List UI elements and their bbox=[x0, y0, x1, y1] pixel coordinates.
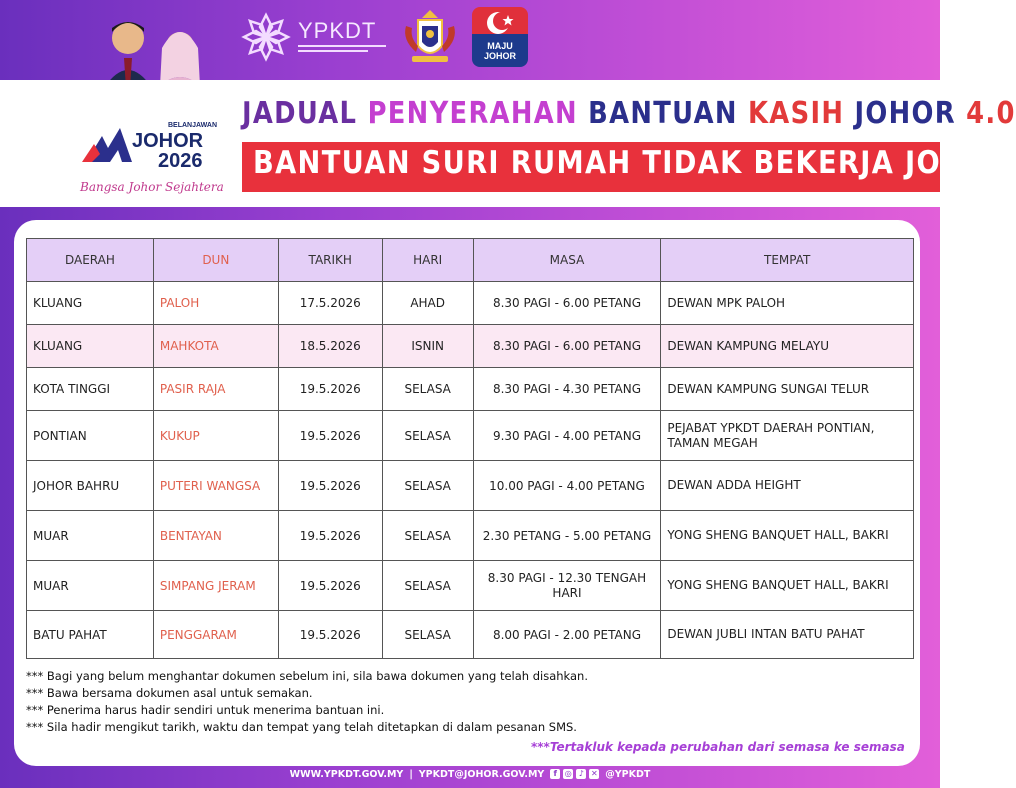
campaign-logo-tagline: Bangsa Johor Sejahtera bbox=[80, 180, 224, 194]
cell-daerah: PONTIAN bbox=[27, 411, 154, 461]
cell-tempat: DEWAN KAMPUNG MELAYU bbox=[661, 325, 914, 368]
cell-dun: PUTERI WANGSA bbox=[153, 461, 278, 511]
title-word-version: 4.0 bbox=[966, 96, 1016, 131]
table-row bbox=[27, 611, 914, 659]
table-row bbox=[27, 368, 914, 411]
x-icon[interactable]: ✕ bbox=[590, 769, 598, 778]
tiktok-icon[interactable]: ♪ bbox=[576, 769, 586, 779]
footer-website-link[interactable]: WWW.YPKDT.GOV.MY bbox=[289, 768, 404, 780]
cell-hari: SELASA bbox=[382, 561, 473, 611]
cell-dun: MAHKOTA bbox=[153, 325, 278, 368]
cell-tempat: DEWAN KAMPUNG SUNGAI TELUR bbox=[661, 368, 914, 411]
note-item: *** Sila hadir mengikut tarikh, waktu dan tempat yang telah ditetapkan di dalam pesanan SMS. bbox=[26, 720, 577, 734]
cell-tarikh: 19.5.2026 bbox=[278, 461, 382, 511]
cell-tempat: YONG SHENG BANQUET HALL, BAKRI bbox=[661, 511, 914, 561]
cell-hari: SELASA bbox=[382, 411, 473, 461]
cell-hari: SELASA bbox=[382, 511, 473, 561]
social-icons bbox=[550, 769, 599, 779]
cell-masa: 8.00 PAGI - 2.00 PETANG bbox=[473, 611, 661, 659]
cell-hari: SELASA bbox=[382, 368, 473, 411]
footer-email-link[interactable]: YPKDT@JOHOR.GOV.MY bbox=[418, 768, 545, 780]
column-header-tempat: TEMPAT bbox=[661, 239, 914, 282]
footer-social-handle[interactable]: @YPKDT bbox=[605, 768, 651, 780]
ypkdt-logo bbox=[238, 9, 388, 65]
title-word-jadual: JADUAL bbox=[242, 96, 358, 131]
cell-tarikh: 19.5.2026 bbox=[278, 511, 382, 561]
cell-tarikh: 18.5.2026 bbox=[278, 325, 382, 368]
column-header-masa: MASA bbox=[473, 239, 661, 282]
cell-tempat: DEWAN JUBLI INTAN BATU PAHAT bbox=[661, 611, 914, 659]
cell-daerah: BATU PAHAT bbox=[27, 611, 154, 659]
cell-masa: 8.30 PAGI - 6.00 PETANG bbox=[473, 325, 661, 368]
campaign-logo-top: BELANJAWAN bbox=[168, 122, 218, 129]
cell-dun: BENTAYAN bbox=[153, 511, 278, 561]
table-row bbox=[27, 461, 914, 511]
main-title bbox=[242, 96, 1016, 131]
cell-tarikh: 19.5.2026 bbox=[278, 368, 382, 411]
note-item: *** Penerima harus hadir sendiri untuk menerima bantuan ini. bbox=[26, 703, 385, 717]
cell-tempat: PEJABAT YPKDT DAERAH PONTIAN, TAMAN MEGAH bbox=[661, 411, 914, 461]
cell-tarikh: 19.5.2026 bbox=[278, 561, 382, 611]
cell-masa: 8.30 PAGI - 12.30 TENGAH HARI bbox=[473, 561, 661, 611]
footer-separator: | bbox=[409, 768, 413, 780]
ypkdt-wordmark: YPKDT bbox=[298, 17, 377, 43]
cell-dun: SIMPANG JERAM bbox=[153, 561, 278, 611]
subtitle: BANTUAN SURI RUMAH TIDAK BEKERJA JOHOR bbox=[253, 145, 1012, 181]
facebook-icon[interactable]: f bbox=[550, 769, 560, 779]
footer bbox=[0, 766, 940, 782]
ypkdt-flower-icon bbox=[238, 9, 294, 65]
table-row bbox=[27, 411, 914, 461]
note-item: *** Bawa bersama dokumen asal untuk semakan. bbox=[26, 686, 313, 700]
table-row bbox=[27, 325, 914, 368]
cell-hari: AHAD bbox=[382, 282, 473, 325]
column-header-dun: DUN bbox=[153, 239, 278, 282]
disclaimer: ***Tertakluk kepada perubahan dari semasa ke semasa bbox=[531, 740, 905, 754]
cell-masa: 8.30 PAGI - 6.00 PETANG bbox=[473, 282, 661, 325]
cell-daerah: KLUANG bbox=[27, 282, 154, 325]
cell-tarikh: 19.5.2026 bbox=[278, 611, 382, 659]
cell-daerah: MUAR bbox=[27, 561, 154, 611]
cell-dun: PALOH bbox=[153, 282, 278, 325]
campaign-logo-main: JOHOR bbox=[132, 130, 204, 152]
schedule-table bbox=[26, 238, 914, 659]
title-word-bantuan: BANTUAN bbox=[588, 96, 738, 131]
cell-tempat: DEWAN ADDA HEIGHT bbox=[661, 461, 914, 511]
table-header-row bbox=[27, 239, 914, 282]
column-header-tarikh: TARIKH bbox=[278, 239, 382, 282]
title-word-kasih: KASIH bbox=[748, 96, 845, 131]
column-header-hari: HARI bbox=[382, 239, 473, 282]
cell-daerah: KOTA TINGGI bbox=[27, 368, 154, 411]
note-item: *** Bagi yang belum menghantar dokumen sebelum ini, sila bawa dokumen yang telah disahkan. bbox=[26, 669, 588, 683]
column-header-daerah: DAERAH bbox=[27, 239, 154, 282]
cell-daerah: MUAR bbox=[27, 511, 154, 561]
cell-hari: ISNIN bbox=[382, 325, 473, 368]
notes-list bbox=[26, 668, 588, 736]
maju-johor-label: MAJU JOHOR bbox=[483, 41, 516, 61]
cell-dun: PENGGARAM bbox=[153, 611, 278, 659]
table-row bbox=[27, 561, 914, 611]
table-row bbox=[27, 282, 914, 325]
johor-state-crest-icon bbox=[398, 6, 462, 68]
cell-tempat: DEWAN MPK PALOH bbox=[661, 282, 914, 325]
cell-daerah: JOHOR BAHRU bbox=[27, 461, 154, 511]
ypkdt-tagline-lines bbox=[298, 44, 388, 57]
campaign-logo-year: 2026 bbox=[158, 150, 203, 172]
cell-dun: PASIR RAJA bbox=[153, 368, 278, 411]
cell-masa: 2.30 PETANG - 5.00 PETANG bbox=[473, 511, 661, 561]
title-word-johor: JOHOR bbox=[854, 96, 956, 131]
cell-hari: SELASA bbox=[382, 611, 473, 659]
cell-masa: 8.30 PAGI - 4.30 PETANG bbox=[473, 368, 661, 411]
belanjawan-johor-2026-logo bbox=[80, 118, 230, 198]
cell-tarikh: 17.5.2026 bbox=[278, 282, 382, 325]
cell-tarikh: 19.5.2026 bbox=[278, 411, 382, 461]
cell-masa: 10.00 PAGI - 4.00 PETANG bbox=[473, 461, 661, 511]
cell-masa: 9.30 PAGI - 4.00 PETANG bbox=[473, 411, 661, 461]
cell-dun: KUKUP bbox=[153, 411, 278, 461]
maju-johor-logo bbox=[472, 7, 528, 67]
instagram-icon[interactable]: ◎ bbox=[564, 769, 572, 778]
partner-logos bbox=[238, 6, 528, 68]
cell-daerah: KLUANG bbox=[27, 325, 154, 368]
title-word-penyerahan: PENYERAHAN bbox=[367, 96, 578, 131]
table-row bbox=[27, 511, 914, 561]
cell-tempat: YONG SHENG BANQUET HALL, BAKRI bbox=[661, 561, 914, 611]
cell-hari: SELASA bbox=[382, 461, 473, 511]
